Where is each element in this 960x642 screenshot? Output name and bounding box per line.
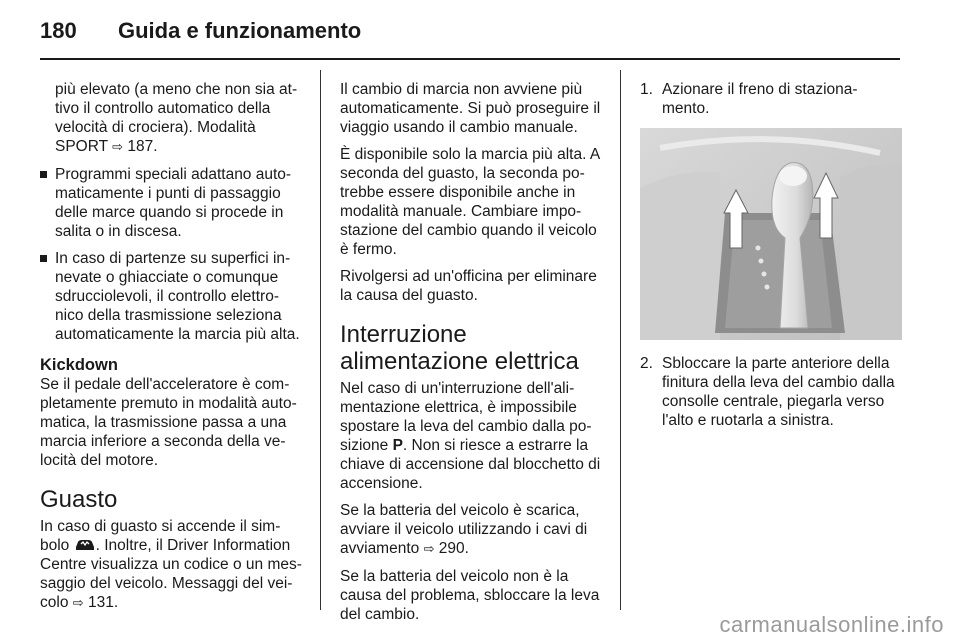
step-1: 1. Azionare il freno di staziona-mento. bbox=[640, 81, 858, 117]
paragraph: Rivolgersi ad un'officina per eliminare la causa del guasto. bbox=[340, 268, 597, 304]
column-divider-1 bbox=[320, 70, 321, 610]
gear-lever-illustration bbox=[640, 128, 902, 340]
car-fault-icon bbox=[74, 538, 96, 552]
paragraph: Se la batteria del veicolo è scarica, avviare il veicolo utilizzando i cavi di avviamento ⇨ 290. bbox=[340, 502, 588, 557]
page-ref-arrow-icon: ⇨ bbox=[72, 596, 84, 611]
paragraph: È disponibile solo la marcia più alta. A seconda del guasto, la seconda po-trebbe essere disponibile anche in modalità manuale. Cambiare impo-stazione del cambio quando il veicolo è fermo. bbox=[340, 146, 600, 258]
bullet-item: Programmi speciali adattano auto-maticamente i punti di passaggio delle marce quando si procede in salita o in discesa. bbox=[40, 165, 302, 241]
column-3 bbox=[640, 80, 902, 438]
paragraph: Nel caso di un'interruzione dell'ali-mentazione elettrica, è impossibile spostare la leva del cambio dalla po-sizione P. Non si riesce a estrarre la chiave di accensione dal blocchetto di accensione. bbox=[340, 380, 601, 492]
header-rule bbox=[40, 58, 900, 60]
page-ref-arrow-icon: ⇨ bbox=[112, 140, 124, 155]
guasto-paragraph: In caso di guasto si accende il sim-bolo . Inoltre, il Driver Information Centre visualizza un codice o un mes-saggio del veicolo. Messaggi del vei-colo ⇨ 131. bbox=[40, 518, 302, 611]
power-interruption-heading: Interruzione alimentazione elettrica bbox=[340, 321, 579, 375]
bullet-item: In caso di partenze su superfici in-nevate o ghiacciate o comunque sdrucciolevoli, il controllo elettro-nico della trasmissione seleziona automaticamente la marcia più alta. bbox=[40, 249, 302, 344]
intro-paragraph: più elevato (a meno che non sia at-tivo il controllo automatico della velocità di crociera). Modalità SPORT ⇨ 187. bbox=[55, 81, 298, 155]
park-position-label: P bbox=[392, 437, 403, 454]
page-ref: 131. bbox=[87, 594, 119, 611]
bullet-square-icon bbox=[40, 171, 47, 178]
column-divider-2 bbox=[620, 70, 621, 610]
column-2 bbox=[340, 80, 602, 632]
page-ref: 290. bbox=[438, 540, 469, 557]
bullet-square-icon bbox=[40, 255, 47, 262]
kickdown-heading: Kickdown bbox=[40, 356, 118, 374]
page-header bbox=[40, 18, 361, 48]
page-number: 180 bbox=[40, 18, 77, 43]
column-1 bbox=[40, 80, 302, 621]
kickdown-paragraph: Se il pedale dell'acceleratore è com-pletamente premuto in modalità auto-matica, la trasmissione passa a una marcia inferiore a seconda della ve-locità del motore. bbox=[40, 376, 297, 469]
paragraph: Il cambio di marcia non avviene più automaticamente. Si può proseguire il viaggio usando il cambio manuale. bbox=[340, 81, 601, 136]
page-ref-arrow-icon: ⇨ bbox=[423, 542, 435, 557]
guasto-heading: Guasto bbox=[40, 486, 118, 513]
page-ref: 187. bbox=[127, 138, 158, 155]
paragraph: Se la batteria del veicolo non è la causa del problema, sbloccare la leva del cambio. bbox=[340, 568, 600, 623]
step-2: 2. Sbloccare la parte anteriore della finitura della leva del cambio dalla consolle centrale, piegarla verso l'alto e ruotarla a sinistra. bbox=[640, 355, 895, 429]
section-title: Guida e funzionamento bbox=[118, 18, 362, 43]
watermark: carmanualsonline.info bbox=[719, 612, 944, 637]
